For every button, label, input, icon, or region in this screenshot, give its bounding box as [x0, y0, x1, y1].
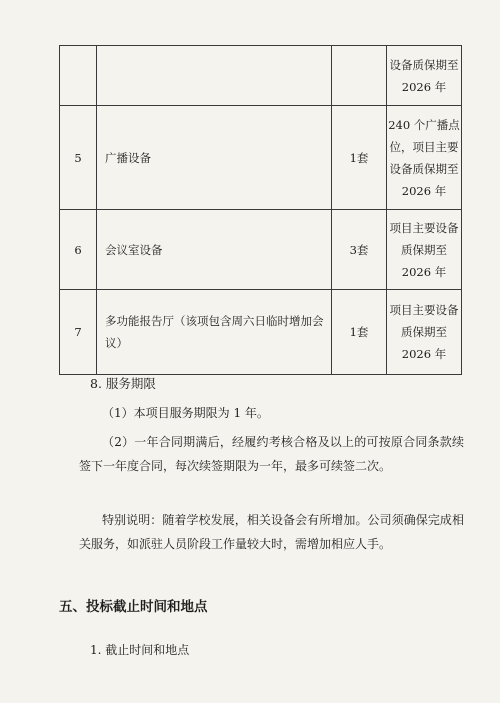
row-number: [60, 46, 97, 106]
equipment-name: 广播设备: [97, 106, 332, 210]
row-number: 7: [60, 290, 97, 375]
note-line: 设备质保期至: [389, 161, 459, 176]
table-row: [60, 106, 462, 210]
section-heading-service-period: 8. 服务期限: [90, 376, 156, 391]
note-line: 位，项目主要: [389, 139, 459, 154]
paragraph-special-note: 特别说明：随着学校发展，相关设备会有所增加。公司须确保完成相关服务，如派驻人员阶段工作量较大时，需增加相应人手。: [79, 513, 464, 551]
note-line: 质保期至: [401, 325, 447, 339]
table-row: [60, 210, 462, 290]
note-line: 2026 年: [401, 79, 447, 94]
table-row: [60, 46, 462, 106]
note-line: 质保期至: [401, 242, 447, 257]
note-line: 2026 年: [401, 183, 447, 198]
equipment-quantity: 3套: [332, 210, 387, 290]
equipment-name: 多功能报告厅（该项包含周六日临时增加会议）: [97, 290, 332, 375]
note-line: 2026 年: [401, 347, 447, 361]
paragraph-service-term: （1）本项目服务期限为 1 年。: [102, 406, 269, 420]
note-line: 2026 年: [401, 264, 447, 279]
row-number: 6: [60, 210, 97, 290]
table-row: [60, 290, 462, 375]
equipment-quantity: 1套: [332, 106, 387, 210]
note-line: 240 个广播点: [388, 117, 460, 132]
paragraph-renewal: （2）一年合同期满后，经履约考核合格及以上的可按原合同条款续签下一年度合同，每次续签期限为一年，最多可续签二次。: [79, 435, 464, 473]
equipment-quantity: [332, 46, 387, 106]
section-heading-deadline: 五、投标截止时间和地点: [59, 599, 208, 615]
equipment-quantity: 1套: [332, 290, 387, 375]
note-line: 设备质保期至: [389, 57, 459, 72]
equipment-name: 会议室设备: [97, 210, 332, 290]
equipment-note: [387, 46, 462, 106]
subheading-deadline-place: 1. 截止时间和地点: [90, 643, 190, 657]
note-line: 项目主要设备: [389, 220, 459, 235]
equipment-note: [387, 106, 462, 210]
equipment-note: [387, 290, 462, 375]
equipment-note: [387, 210, 462, 290]
equipment-name: [97, 46, 332, 106]
note-line: 项目主要设备: [389, 303, 459, 317]
equipment-table: [59, 45, 462, 375]
row-number: 5: [60, 106, 97, 210]
